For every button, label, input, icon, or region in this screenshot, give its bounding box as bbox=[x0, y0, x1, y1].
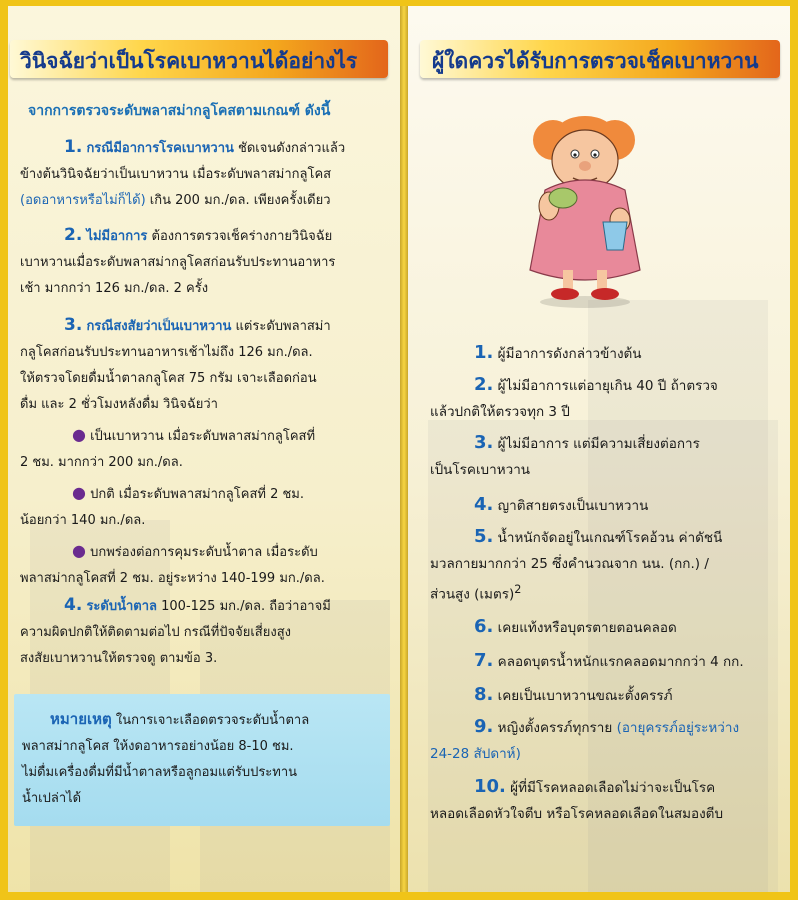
list-item bbox=[430, 614, 677, 641]
list-item-number: 6. bbox=[474, 616, 494, 637]
criteria-3-bullet-1a: เป็นเบาหวาน เมื่อระดับพลาสม่ากลูโคสที่ bbox=[90, 429, 316, 444]
criteria-3-line-2: กลูโคสก่อนรับประทานอาหารเช้าไม่ถึง 126 มก./ดล. bbox=[20, 345, 313, 360]
criteria-3-line-1: แต่ระดับพลาสม่า bbox=[231, 319, 331, 334]
list-item-number: 10. bbox=[474, 776, 506, 797]
list-item-text: น้ำหนักจัดอยู่ในเกณฑ์โรคอ้วน ค่าดัชนี bbox=[493, 530, 723, 546]
list-item-text: แล้วปกติให้ตรวจทุก 3 ปี bbox=[430, 404, 570, 420]
criteria-2 bbox=[20, 222, 335, 302]
note-line-3: ไม่ดื่มเครื่องดื่มที่มีน้ำตาลหรือลูกอมแต่รับประทาน bbox=[22, 765, 298, 780]
criteria-2-number: 2. bbox=[64, 225, 83, 245]
list-item-text-highlight: (อายุครรภ์อยู่ระหว่าง bbox=[616, 720, 740, 736]
list-item bbox=[440, 340, 642, 367]
list-item bbox=[430, 492, 648, 519]
note-line-1: ในการเจาะเลือดตรวจระดับน้ำตาล bbox=[111, 713, 310, 728]
list-item-text: ผู้ไม่มีอาการแต่อายุเกิน 40 ปี ถ้าตรวจ bbox=[493, 378, 718, 394]
right-header-title: ผู้ใดควรได้รับการตรวจเช็คเบาหวาน bbox=[432, 49, 759, 73]
criteria-3-number: 3. bbox=[64, 315, 83, 335]
list-item bbox=[430, 430, 700, 483]
criteria-4-term: ระดับน้ำตาล bbox=[86, 599, 157, 614]
list-item-text: ผู้ที่มีโรคหลอดเลือดไม่ว่าจะเป็นโรค bbox=[505, 780, 716, 796]
list-item-text: มวลกายมากกว่า 25 ซึ่งคำนวณจาก นน. (กก.) / bbox=[430, 556, 709, 572]
list-item-text: ญาติสายตรงเป็นเบาหวาน bbox=[493, 498, 649, 514]
criteria-1-line-1: ชัดเจนดังกล่าวแล้ว bbox=[233, 141, 346, 156]
note-line-2: พลาสม่ากลูโคส ให้งดอาหารอย่างน้อย 8-10 ชม. bbox=[22, 739, 294, 754]
note-title: หมายเหตุ bbox=[50, 710, 112, 728]
bullet-icon: ● bbox=[72, 483, 86, 502]
left-header-title: วินิจฉัยว่าเป็นโรคเบาหวานได้อย่างไร bbox=[20, 49, 358, 73]
criteria-3-bullet-3b: พลาสม่ากลูโคสที่ 2 ชม. อยู่ระหว่าง 140-199 มก./ดล. bbox=[20, 571, 325, 586]
list-item-text: ส่วนสูง (เมตร) bbox=[430, 586, 515, 603]
note-line-4: น้ำเปล่าได้ bbox=[22, 791, 82, 806]
overweight-woman-eating-illustration bbox=[515, 110, 655, 310]
list-item-number: 7. bbox=[474, 650, 494, 671]
list-item bbox=[430, 524, 722, 608]
bullet-icon: ● bbox=[72, 425, 86, 444]
left-header-bar bbox=[10, 40, 388, 78]
list-item-number: 5. bbox=[474, 526, 494, 547]
list-item bbox=[430, 372, 718, 425]
criteria-4 bbox=[20, 592, 331, 672]
list-item-text: เคยแท้งหรือบุตรตายตอนคลอด bbox=[493, 620, 677, 636]
criteria-3-bullet-1b: 2 ชม. มากกว่า 200 มก./ดล. bbox=[20, 455, 183, 470]
list-item-number: 8. bbox=[474, 684, 494, 705]
criteria-4-number: 4. bbox=[64, 595, 83, 615]
criteria-1-number: 1. bbox=[64, 137, 83, 157]
right-header-bar bbox=[420, 40, 780, 78]
list-item-text: ผู้มีอาการดังกล่าวข้างต้น bbox=[493, 346, 642, 362]
list-item-text: หญิงตั้งครรภ์ทุกราย bbox=[493, 720, 617, 736]
list-item-text: ผู้ไม่มีอาการ แต่มีความเสี่ยงต่อการ bbox=[493, 436, 700, 452]
criteria-1-term: กรณีมีอาการโรคเบาหวาน bbox=[86, 141, 234, 156]
criteria-4-line-1: 100-125 มก./ดล. ถือว่าอาจมี bbox=[157, 599, 331, 614]
list-item-number: 3. bbox=[474, 432, 494, 453]
criteria-3 bbox=[20, 312, 331, 592]
criteria-3-bullet-3a: บกพร่องต่อการคุมระดับน้ำตาล เมื่อระดับ bbox=[90, 545, 318, 560]
criteria-3-term: กรณีสงสัยว่าเป็นเบาหวาน bbox=[86, 319, 232, 334]
note-box bbox=[14, 694, 390, 826]
list-item-text: คลอดบุตรน้ำหนักแรกคลอดมากกว่า 4 กก. bbox=[493, 654, 744, 670]
list-item bbox=[430, 682, 672, 709]
criteria-4-line-2: ความผิดปกติให้ติดตามต่อไป กรณีที่ปัจจัยเสี่ยงสูง bbox=[20, 625, 291, 640]
list-item-number: 2. bbox=[474, 374, 494, 395]
bullet-icon: ● bbox=[72, 541, 86, 560]
criteria-3-bullet-2b: น้อยกว่า 140 มก./ดล. bbox=[20, 513, 146, 528]
list-item bbox=[430, 714, 739, 767]
criteria-4-line-3: สงสัยเบาหวานให้ตรวจดู ตามข้อ 3. bbox=[20, 651, 218, 666]
criteria-1-line-2: ข้างต้นวินิจฉัยว่าเป็นเบาหวาน เมื่อระดับพลาสม่ากลูโคส bbox=[20, 167, 332, 182]
list-item-number: 1. bbox=[474, 342, 494, 363]
list-item-text: เป็นโรคเบาหวาน bbox=[430, 462, 530, 478]
criteria-1 bbox=[20, 134, 345, 214]
list-item-number: 4. bbox=[474, 494, 494, 515]
left-subtitle: จากการตรวจระดับพลาสม่ากลูโคสตามเกณฑ์ ดังนี้ bbox=[28, 103, 331, 119]
criteria-1-line-3: เกิน 200 มก./ดล. เพียงครั้งเดียว bbox=[145, 193, 331, 208]
criteria-1-fasting-note: (อดอาหารหรือไม่ก็ได้) bbox=[20, 193, 146, 208]
criteria-2-line-2: เบาหวานเมื่อระดับพลาสม่ากลูโคสก่อนรับประทานอาหาร bbox=[20, 255, 336, 270]
superscript: 2 bbox=[514, 583, 522, 596]
list-item bbox=[430, 648, 744, 675]
list-item-text: หลอดเลือดหัวใจตีบ หรือโรคหลอดเลือดในสมองตีบ bbox=[430, 806, 724, 822]
list-item-number: 9. bbox=[474, 716, 494, 737]
criteria-2-term: ไม่มีอาการ bbox=[86, 229, 148, 244]
criteria-2-line-3: เช้า มากกว่า 126 มก./ดล. 2 ครั้ง bbox=[20, 281, 209, 296]
list-item-text-highlight: 24-28 สัปดาห์) bbox=[430, 746, 521, 762]
criteria-3-line-4: ดื่ม และ 2 ชั่วโมงหลังดื่ม วินิจฉัยว่า bbox=[20, 397, 218, 412]
criteria-2-line-1: ต้องการตรวจเช็คร่างกายวินิจฉัย bbox=[147, 229, 333, 244]
criteria-3-bullet-2a: ปกติ เมื่อระดับพลาสม่ากลูโคสที่ 2 ชม. bbox=[90, 487, 305, 502]
list-item-text: เคยเป็นเบาหวานขณะตั้งครรภ์ bbox=[493, 688, 673, 704]
list-item bbox=[430, 774, 723, 827]
criteria-3-line-3: ให้ตรวจโดยดื่มน้ำตาลกลูโคส 75 กรัม เจาะเลือดก่อน bbox=[20, 371, 317, 386]
